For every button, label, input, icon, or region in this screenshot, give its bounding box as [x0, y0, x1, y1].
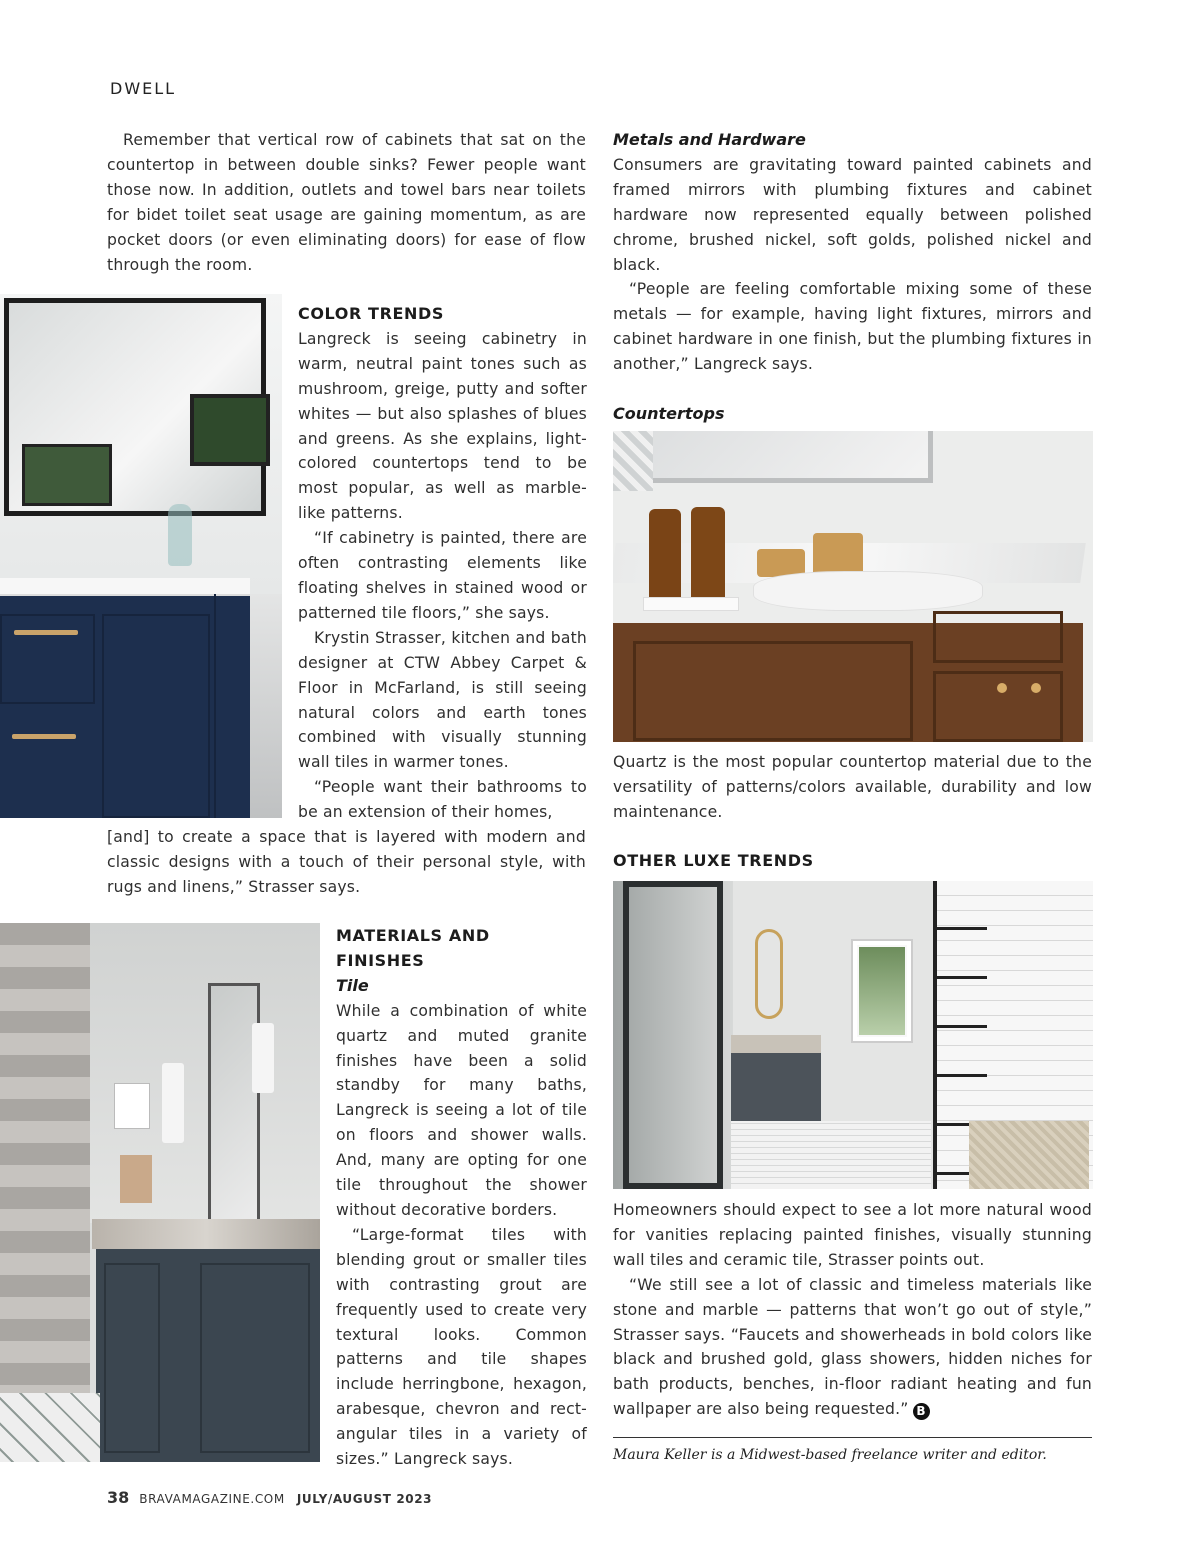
- color-trends-paragraph: “People want their bathrooms to be an extension of their homes,: [298, 778, 587, 822]
- luxe-paragraph-text: “We still see a lot of classic and timeless materials like stone and marble — patterns that won’t go out of style,” Strasser says. “Faucets and showerheads in bold colors like black and brushed gold, glass showers, hidden niches for bath products, benches, in-floor radiant heating and fun wallpaper are also being requested.”: [613, 1275, 1092, 1419]
- intro-paragraph: Remember that vertical row of cabinets that sat on the countertop in between double sinks? Fewer people want those now. In addition, outlets and towel bars near toilets for bidet toilet seat usage are gaining momentum, as are pocket doors (or even eliminating doors) for ease of flow through the room.: [107, 131, 586, 274]
- luxe-heading: OTHER LUXE TRENDS: [613, 851, 814, 870]
- blue-vanity-photo: [0, 294, 282, 818]
- materials-heading: MATERIALS AND: [336, 926, 490, 945]
- section-label: DWELL: [110, 79, 177, 98]
- color-trends-heading: COLOR TRENDS: [298, 304, 445, 323]
- author-byline: Maura Keller is a Midwest-based freelance writer and editor.: [613, 1447, 1047, 1463]
- page-footer: [107, 1488, 432, 1507]
- luxe-paragraph: Homeowners should expect to see a lot more natural wood for vanities replacing painted finishes, visually stunning wall tiles and ceramic tile, Strasser points out.: [613, 1201, 1092, 1269]
- luxe-block: [613, 1198, 1092, 1422]
- byline-divider: [613, 1437, 1092, 1438]
- materials-heading: FINISHES: [336, 950, 425, 970]
- footer-issue: JULY/AUGUST 2023: [296, 1492, 433, 1506]
- color-trends-paragraph: “If cabinetry is painted, there are often contrasting elements like floating shelves in stained wood or patterned tile floors,” she says.: [298, 529, 587, 622]
- luxe-bathroom-photo: [613, 881, 1093, 1189]
- intro-block: [107, 128, 586, 277]
- countertops-heading-block: [613, 402, 1092, 427]
- color-trends-paragraph: Langreck is seeing cabinetry in warm, neutral paint tones such as mushroom, greige, putty and softer whites — but also splashes of blues and greens. As she explains, light-colored countertops tend to be most popular, as well as marble-like patterns.: [298, 329, 587, 523]
- metals-paragraph: “People are feeling comfortable mixing some of these metals — for example, having light fixtures, mirrors and cabinet hardware in one finish, but the plumbing fixtures in another,” Langreck says.: [613, 280, 1092, 374]
- end-mark-icon: B: [913, 1403, 930, 1420]
- color-trends-block: [298, 302, 587, 825]
- gray-vanity-shower-photo: [0, 923, 320, 1462]
- metals-paragraph: Consumers are gravitating toward painted cabinets and framed mirrors with plumbing fixtures and cabinet hardware now represented equally between polished chrome, brushed nickel, soft golds, polished nickel and black.: [613, 155, 1092, 274]
- materials-block: [336, 924, 587, 1472]
- countertops-caption-block: [613, 750, 1092, 825]
- footer-site: BRAVAMAGAZINE.COM: [139, 1492, 285, 1506]
- color-trends-paragraph: Krystin Strasser, kitchen and bath designer at CTW Abbey Carpet & Floor in McFarland, is still seeing natural colors and earth tones combined with visually stunning wall tiles in warmer tones.: [298, 628, 587, 772]
- luxe-paragraph: [613, 1273, 1092, 1422]
- page-number: 38: [107, 1488, 130, 1507]
- color-trends-paragraph: [and] to create a space that is layered with modern and classic designs with a touch of their personal style, with rugs and linens,” Strasser says.: [107, 828, 586, 896]
- luxe-heading-block: [613, 849, 1092, 874]
- materials-paragraph: “Large-format tiles with blending grout or smaller tiles with contrasting grout are frequently used to create very textural looks. Common patterns and tile shapes include herringbone, hexagon, arabesque, chevron and rect-angular tiles in a variety of sizes.” Langreck says.: [336, 1225, 587, 1469]
- tile-subheading: Tile: [336, 975, 369, 995]
- countertop-photo: [613, 431, 1093, 742]
- materials-paragraph: While a combination of white quartz and muted granite finishes have been a solid standby for many baths, Langreck is seeing a lot of tile on floors and shower walls. And, many are opting for one tile throughout the shower without decorative borders.: [336, 1001, 587, 1219]
- metals-block: [613, 128, 1092, 377]
- countertops-subheading: Countertops: [613, 404, 725, 423]
- countertops-caption: Quartz is the most popular countertop material due to the versatility of patterns/colors available, durability and low maintenance.: [613, 753, 1092, 821]
- metals-subheading: Metals and Hardware: [613, 130, 806, 149]
- color-trends-continued: [107, 825, 586, 900]
